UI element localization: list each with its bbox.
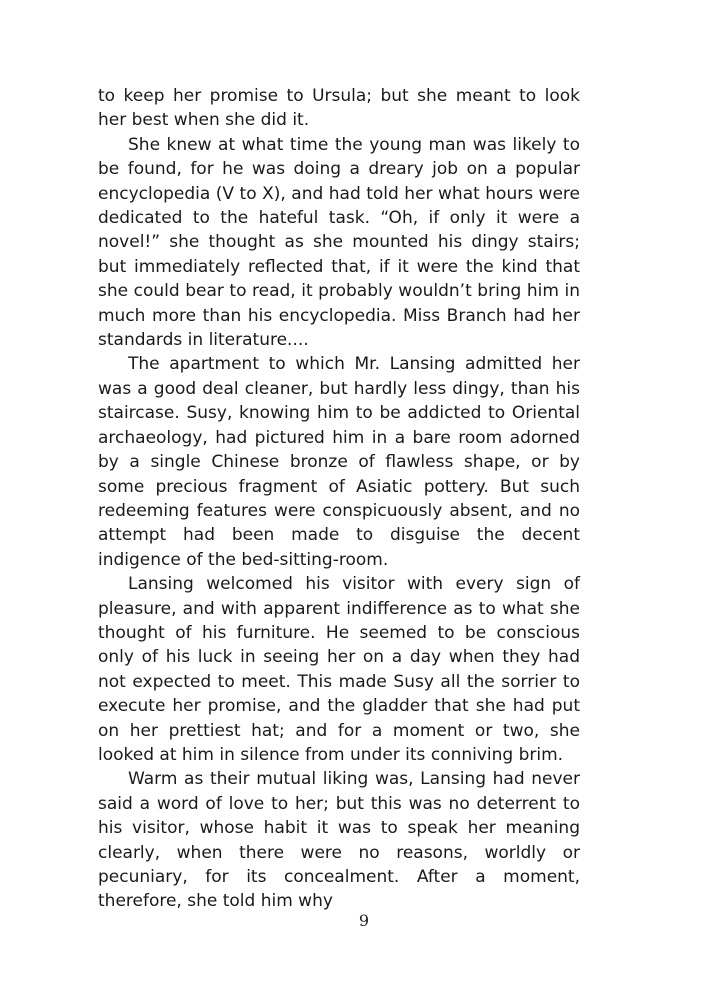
- body-text: [98, 84, 580, 914]
- paragraph-apartment: The apartment to which Mr. Lansing admitted her was a good deal cleaner, but hardly less dingy, than his staircase. Susy, knowing him to be addicted to Oriental archaeology, had pictured him in a bare room adorned by a single Chinese bronze of flawless shape, or by some precious fragment of Asiatic pottery. But such redeeming features were conspicuously absent, and no attempt had been made to disguise the decent indigence of the bed-sitting-room.: [98, 354, 580, 570]
- paragraph-liking: Warm as their mutual liking was, Lansing had never said a word of love to her; but this was no deterrent to his visitor, whose habit it was to speak her meaning clearly, when there were no reasons, worldly or pecuniary, for its concealment. After a moment, therefore, she told him why: [98, 769, 580, 912]
- paragraph-welcome: Lansing welcomed his visitor with every sign of pleasure, and with apparent indifference as to what she thought of his furniture. He seemed to be conscious only of his luck in seeing her on a day when they had not expected to meet. This made Susy all the sorrier to execute her promise, and the gladder that she had put on her prettiest hat; and for a moment or two, she looked at him in silence from under its conniving brim.: [98, 574, 580, 765]
- page-number: 9: [358, 911, 370, 930]
- paragraph-continuation: to keep her promise to Ursula; but she meant to look her best when she did it.: [98, 86, 580, 131]
- paragraph-stairs: She knew at what time the young man was likely to be found, for he was doing a dreary job on a popular encyclopedia (V to X), and had told her what hours were dedicated to the hateful task. “Oh, if only it were a novel!” she thought as she mounted his dingy stairs; but immediately reflected that, if it were the kind that she could bear to read, it probably wouldn’t bring him in much more than his encyclopedia. Miss Branch had her standards in literature....: [98, 134, 580, 351]
